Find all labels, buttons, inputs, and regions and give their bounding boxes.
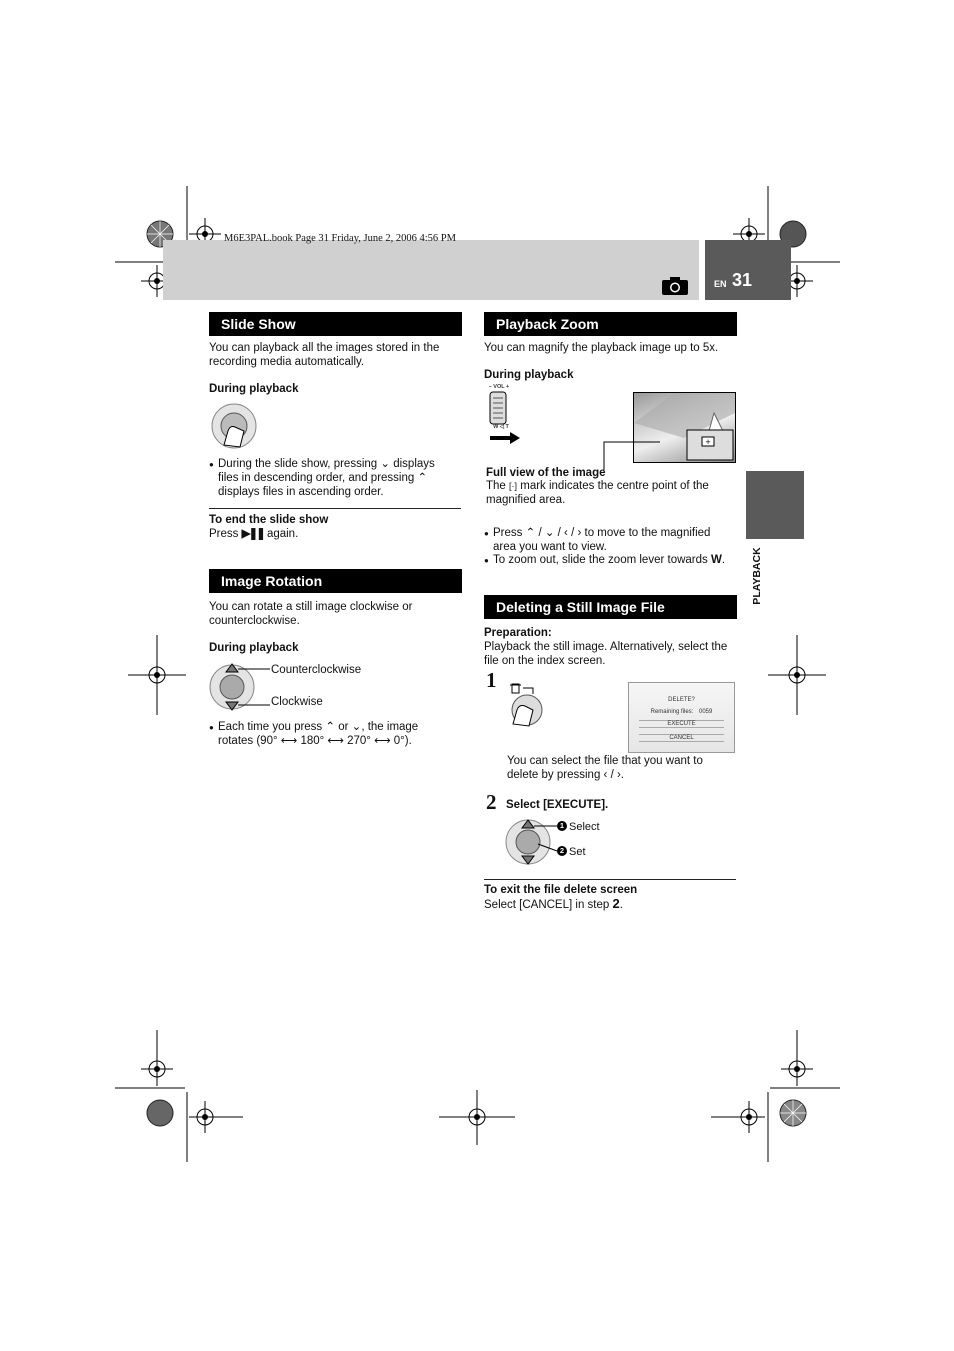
- zoom-lever-illustration: [484, 390, 524, 445]
- rotation-dial-illustration: [208, 662, 272, 712]
- image-rotation-bullet: [218, 720, 458, 748]
- exit-post: .: [619, 899, 623, 911]
- control-dial-illustration: [210, 401, 258, 451]
- centre-mark-icon: [·]: [509, 481, 518, 491]
- down-arrow-icon: ⌄: [351, 721, 362, 733]
- file-info: M6E3PAL.book Page 31 Friday, June 2, 2006 4:56 PM: [224, 233, 456, 244]
- remaining-files: [629, 709, 734, 715]
- slide-show-title: Slide Show: [209, 312, 462, 336]
- play-pause-icon: ▶❚❚: [241, 528, 264, 540]
- exit-delete-text: [484, 897, 623, 912]
- image-rotation-intro: You can rotate a still image clockwise or counterclockwise.: [209, 601, 413, 627]
- remaining-value: 0059: [699, 709, 713, 715]
- zoom-b2-post: .: [721, 554, 726, 566]
- zoom-b2-pre: To zoom out, slide the zoom lever towards: [493, 554, 708, 566]
- step1-text-pre: You can select the file that you want to delete by pressing: [507, 755, 703, 781]
- slide-show-bullet: [218, 457, 458, 499]
- select-label: Select: [569, 821, 600, 833]
- clockwise-label: Clockwise: [271, 696, 323, 708]
- execute-option[interactable]: EXECUTE: [639, 720, 724, 728]
- divider: [209, 508, 461, 509]
- header-band: [163, 240, 699, 300]
- delete-title: Deleting a Still Image File: [484, 595, 737, 619]
- side-tab-label: PLAYBACK: [751, 547, 763, 605]
- page-number: 31: [732, 270, 753, 290]
- slide-show-during: During playback: [209, 383, 299, 395]
- full-view-label: Full view of the image: [486, 467, 606, 479]
- step-2-number: 2: [486, 790, 497, 814]
- image-rotation-title: Image Rotation: [209, 569, 462, 593]
- down-arrow-icon: ⌄: [380, 458, 391, 470]
- zoom-bullet-1: [493, 526, 733, 554]
- callout-line: [604, 440, 664, 470]
- delete-dial-illustration: [505, 682, 545, 727]
- remaining-label: Remaining files:: [650, 709, 694, 715]
- camera-icon-svg: [662, 277, 688, 295]
- zoom-mark-pre: The: [486, 480, 506, 492]
- delete-screen: [628, 682, 735, 753]
- playback-zoom-title: Playback Zoom: [484, 312, 737, 336]
- rotation-bullet-line2: rotates (90° ⟷ 180° ⟷ 270° ⟷ 0°).: [218, 735, 412, 747]
- end-pre: Press: [209, 528, 239, 540]
- dial-press-svg: [210, 401, 258, 451]
- zoom-lever-svg: [484, 390, 524, 445]
- preparation-text: Playback the still image. Alternatively, select the file on the index screen.: [484, 641, 728, 667]
- set-label: Set: [569, 846, 586, 858]
- left-right-arrows-icon: ‹ / ›: [603, 769, 621, 781]
- rotation-dial-svg: [208, 662, 272, 712]
- side-tab: [746, 471, 804, 539]
- zoom-bullet-2: [493, 553, 738, 567]
- exit-pre: Select [CANCEL] in step: [484, 899, 610, 911]
- step-1-text: [507, 754, 732, 782]
- zoom-lever-top: – VOL +: [488, 384, 510, 390]
- counterclockwise-label: Counterclockwise: [271, 664, 362, 676]
- up-arrow-icon: ⌃: [417, 472, 428, 484]
- image-rotation-during: During playback: [209, 642, 299, 654]
- exit-delete-title: To exit the file delete screen: [484, 884, 638, 896]
- zoom-b1-post: to move to the magnified area you want to view.: [493, 527, 711, 553]
- lang-label: EN: [714, 279, 727, 289]
- end-slide-show-text: [209, 527, 298, 541]
- step1-text-post: .: [620, 769, 624, 781]
- end-slide-show-title: To end the slide show: [209, 514, 329, 526]
- zoom-mark-text: [486, 479, 731, 507]
- divider: [484, 879, 736, 880]
- end-post: again.: [266, 528, 299, 540]
- preparation-label: Preparation:: [484, 627, 552, 639]
- zoom-b2-bold: W: [710, 554, 722, 566]
- rotation-bullet-mid: , the image: [361, 721, 419, 733]
- slide-show-intro: You can playback all the images stored in the recording media automatically.: [209, 342, 440, 368]
- playback-zoom-intro: You can magnify the playback image up to 5x.: [484, 342, 719, 354]
- exit-step: 2: [612, 896, 620, 911]
- cancel-option[interactable]: CANCEL: [639, 734, 724, 742]
- zoom-mark-post: mark indicates the centre point of the magnified area.: [486, 480, 709, 506]
- slide-show-bullet-mid: displays files in descending order, and pressing: [218, 458, 435, 484]
- playback-zoom-during: During playback: [484, 369, 574, 381]
- zoom-b1-pre: Press: [493, 527, 523, 539]
- svg-text:+: +: [705, 438, 711, 446]
- rotation-bullet-or: or: [338, 721, 349, 733]
- up-arrow-icon: ⌃: [325, 721, 336, 733]
- slide-show-bullet-pre: During the slide show, pressing: [218, 458, 378, 470]
- set-number-badge: 2: [557, 846, 567, 856]
- zoom-lever-bottom: W ◁ T: [493, 424, 509, 430]
- rotation-bullet-pre: Each time you press: [218, 721, 323, 733]
- slide-show-bullet-end: displays files in ascending order.: [218, 486, 384, 498]
- select-number-badge: 1: [557, 821, 567, 831]
- camera-icon: [662, 277, 688, 295]
- delete-screen-title: DELETE?: [668, 697, 695, 703]
- direction-arrows-icon: ⌃ / ⌄ / ‹ / ›: [525, 527, 582, 539]
- step-2-text: Select [EXECUTE].: [506, 799, 609, 811]
- delete-dial-svg: [505, 682, 545, 727]
- step-1-number: 1: [486, 668, 497, 692]
